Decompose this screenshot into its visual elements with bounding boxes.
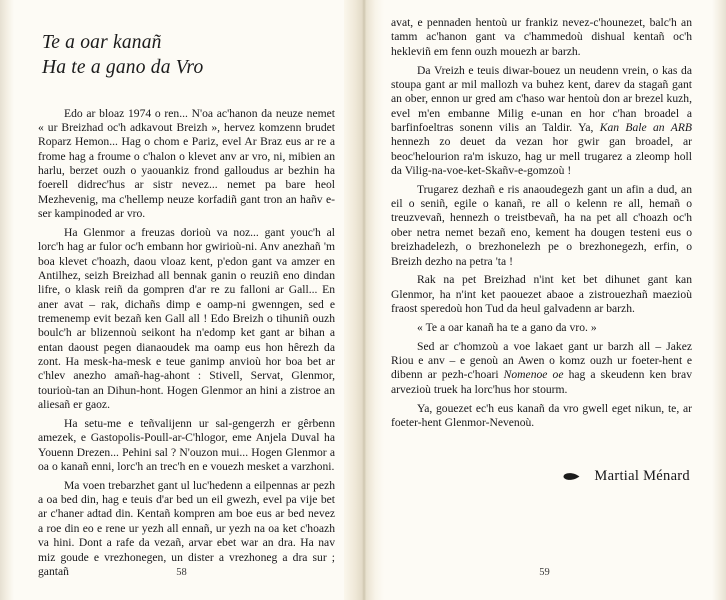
right-page-body	[391, 16, 692, 430]
paragraph: Sed ar c'homzoù a voe lakaet gant ur barzh all – Jakez Riou e anv – e genoù an Awen o komz ouzh ur foeter-hent e dibenn ar pezh-c'hoari Nomenoe oe hag a skeudenn ken brav arvezioù truek ha lorc'hus hor stourm.	[391, 339, 692, 396]
paragraph: Rak na pet Breizhad n'int ket bet dihunet gant kan Glenmor, ha n'int ket paouezet abaoe a zistrouezhañ maezioù fraost speredoù hon Tud da heul galvadenn ar barzh.	[391, 273, 692, 316]
right-page	[363, 0, 726, 600]
author-name: Martial Ménard	[594, 468, 690, 485]
article-title-line-1: Te a oar kanañ	[42, 32, 162, 53]
italic-title: Nomenoe oe	[503, 368, 564, 382]
left-page-body	[38, 107, 335, 580]
paragraph: avat, e pennaden hentoù ur frankiz nevez-c'hounezet, balc'h an tamm ac'hanon gant va c'hammedoù dishual kentañ oc'h hekleviñ em fenn ouzh mouezh ar barzh.	[391, 16, 692, 58]
paragraph: Da Vreizh e teuis diwar-bouez un neudenn vrein, o kas da stoupa gant ar mil mallozh va buhez kent, darev da stagañ gant an ober, ennon ur gred am c'haso war hentoù don ar brezel kuzh, evel m'en embanne Milig e-unan en hor c'han broadel a barfinfoeltras sonenn vilis an Taldir. Ya, Kan Bale an ARB hennezh zo deuet da vezan hor gwir gan broadel, ar beoc'helourion ra'm iskuzo, hag ur mell trugarez a zleomp holl da Vilig-na-voe-ket-Skañv-e-gomzoù !	[391, 63, 692, 177]
paragraph: Edo ar bloaz 1974 o ren... N'oa ac'hanon da neuze nemet « ur Breizhad oc'h adkavout Breizh », hervez komzenn brudet Roparz Hemon... Hag o chom e Pariz, evel Ar Braz eus ar re a frome hag a froume o c'halon o klevet anv ar vro, ni, mibien an harlu, berzet ouzh o yaouankiz frond galloudus ar bezhin ha foerell didrec'hus ar sistr nevez... nemet pa bare heol Mezhevenig, ma c'hellemp neuze korfadiñ gant tron an hañv e-ser kampinoded ar vro.	[38, 106, 335, 221]
italic-title: Kan Bale an ARB	[599, 120, 692, 134]
paragraph: Ma voen trebarzhet gant ul luc'hedenn a eilpennas ar pezh a oa bed din, hag e teuis d'ar bed un eil gwezh, evel pa vije bet ar c'haner adtad din. Kentañ kompren am boe eus ar bed nevez a roe din eo e rene ur yezh all ennañ, ur yezh na oa ket c'hoazh va hini. Dont a rafe da vezañ, arvar ebet war an dra. Ha nav miz goude e vrezhonegen, un dister a vrezhoneg a dra sur ; gantañ	[38, 478, 335, 578]
paragraph: Trugarez dezhañ e ris anaoudegezh gant un afin a dud, an eil o seniñ, egile o kanañ, re all o kelenn re all, hemañ o treuzvevañ, hennezh o treistbevañ, ha na pet all c'hoazh oc'h ober netra nemet bezañ eno, kement ha dougen testeni eus o breizhadelezh, o brezhonelezh pe o brezhonegezh, erfin, o Breizh dezho na petra 'ta !	[391, 182, 692, 268]
paragraph: Ha Glenmor a freuzas dorioù va noz... gant youc'h al lorc'h hag ar fulor oc'h embann hor gwirioù-ni. Anv anezhañ 'm boa klevet c'hoazh, daou vloaz kent, p'edon gant va amzer en Antilhez, seizh Breizhad all bennak ganin o reuziñ eno dindan lifre, o klask reiñ da gompren d'ar re zu falloni ar Gall... En aner avat – rak, dichañs dimp e oamp-ni gwenngen, sed e tremenemp evit bezañ ken Gall all ! Edo Breizh o tihuniñ ouzh boulc'h ar blizennoù seikont ha n'edomp ket gant ar bihan a entan daoust pegen dianaoudek ma oamp eus hon hêrezh da zont. Ha mesk-ha-mesk e teue ganimp anvioù hor boa bet ar c'hlev anezho amañ-hag-ahont : Stivell, Servat, Glenmor, tourioù-tan an Dihun-hont. Hogen Glenmor an hini a zistroe an aliesañ er gaoz.	[38, 225, 335, 412]
article-title	[42, 30, 335, 81]
article-title-line-2: Ha te a gano da Vro	[42, 57, 204, 79]
paragraph: Ya, gouezet ec'h eus kanañ da vro gwell eget nikun, te, ar foeter-hent Glenmor-Nevenoù.	[391, 401, 692, 429]
pen-nib-ornament-icon	[563, 472, 580, 481]
author-signature	[391, 468, 692, 485]
page-number-right: 59	[539, 567, 550, 578]
page-number-left: 58	[176, 567, 187, 578]
paragraph: « Te a oar kanañ ha te a gano da vro. »	[417, 320, 597, 334]
paragraph: Ha setu-me e teñvalijenn ur sal-gengerzh er gêrbenn amezek, e Gastopolis-Poull-ar-C'hlogor, eme Anjela Duval ha Youenn Drezen... Pehini sal ? N'ouzon mui... Hogen Glenmor a oa o kanañ enni, lorc'h an trec'h en e vouezh mesket a varzhoni.	[38, 416, 335, 473]
